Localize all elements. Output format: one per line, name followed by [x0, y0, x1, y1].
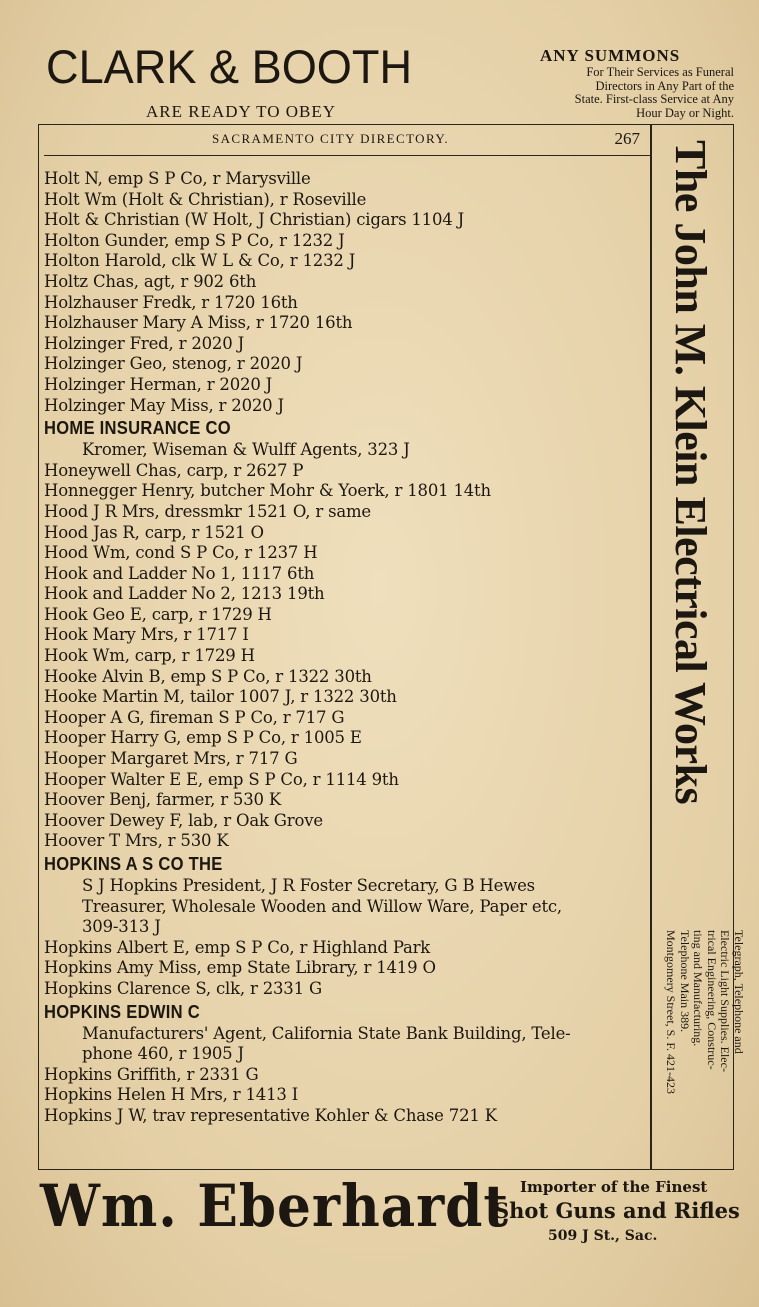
- ad-klein-details: [664, 930, 745, 1094]
- directory-entry: Hoover Benj, farmer, r 530 K: [44, 790, 282, 810]
- directory-entry-continuation: phone 460, r 1905 J: [82, 1044, 244, 1064]
- ad-summons-title: ANY SUMMONS: [540, 46, 681, 65]
- directory-entry: Hooke Alvin B, emp S P Co, r 1322 30th: [44, 666, 372, 686]
- directory-entry: Holton Harold, clk W L & Co, r 1232 J: [44, 251, 356, 271]
- top-advertisement: [0, 0, 759, 124]
- directory-entry-continuation: Manufacturers' Agent, California State Bank Building, Tele-: [82, 1023, 571, 1043]
- directory-entry: Hooper Walter E E, emp S P Co, r 1114 9th: [44, 769, 399, 789]
- directory-heading: HOME INSURANCE CO: [44, 418, 231, 439]
- directory-entry: Hood Wm, cond S P Co, r 1237 H: [44, 543, 318, 563]
- directory-entry: Hook and Ladder No 1, 1117 6th: [44, 563, 315, 583]
- ad-eberhardt-address: 509 J St., Sac.: [548, 1228, 658, 1244]
- directory-entry-continuation: S J Hopkins President, J R Foster Secretary, G B Hewes: [82, 876, 535, 895]
- directory-entry: Holton Gunder, emp S P Co, r 1232 J: [44, 230, 345, 250]
- directory-entry: Hook Geo E, carp, r 1729 H: [44, 604, 272, 624]
- ad-summons-body: [498, 66, 734, 120]
- directory-entry: Holt N, emp S P Co, r Marysville: [44, 169, 311, 188]
- directory-entry: Holzinger Geo, stenog, r 2020 J: [44, 354, 303, 374]
- directory-entry: Hooper Margaret Mrs, r 717 G: [44, 749, 298, 769]
- ad-summons-line: Directors in Any Part of the: [595, 78, 734, 93]
- directory-entry: Hopkins Helen H Mrs, r 1413 I: [44, 1085, 299, 1105]
- ad-summons-line: Hour Day or Night.: [636, 105, 734, 120]
- ad-eberhardt-line2: Shot Guns and Rifles: [494, 1198, 740, 1223]
- ad-eberhardt-name: Wm. Eberhardt: [40, 1172, 509, 1240]
- directory-entry-continuation: Kromer, Wiseman & Wulff Agents, 323 J: [82, 440, 410, 460]
- directory-entry: Holzinger Fred, r 2020 J: [44, 333, 244, 353]
- directory-entry: Hood Jas R, carp, r 1521 O: [44, 522, 264, 542]
- directory-entry: Hopkins Amy Miss, emp State Library, r 1419 O: [44, 958, 436, 978]
- ad-klein-line: trical Engineering, Construc-: [705, 930, 719, 1070]
- ad-klein-line: Telegraph, Telephone and: [732, 930, 746, 1054]
- directory-entry-continuation: Treasurer, Wholesale Wooden and Willow Ware, Paper etc,: [82, 896, 562, 916]
- directory-entry: Holt & Christian (W Holt, J Christian) cigars 1104 J: [44, 210, 465, 230]
- side-advertisement: [660, 140, 720, 920]
- ad-summons-line: For Their Services as Funeral: [586, 65, 734, 79]
- directory-entry: Holtz Chas, agt, r 902 6th: [44, 271, 257, 291]
- ad-clark-booth-tagline: ARE READY TO OBEY: [146, 102, 336, 121]
- directory-entries: [44, 169, 648, 1127]
- directory-entry: Hood J R Mrs, dressmkr 1521 O, r same: [44, 501, 371, 521]
- directory-entry: Hooper A G, fireman S P Co, r 717 G: [44, 707, 345, 727]
- directory-entry: Hooke Martin M, tailor 1007 J, r 1322 30th: [44, 687, 397, 707]
- running-header: [44, 131, 644, 153]
- directory-entry: Hopkins Albert E, emp S P Co, r Highland Park: [44, 937, 431, 957]
- page-number: 267: [614, 129, 640, 148]
- directory-entry: Hopkins Griffith, r 2331 G: [44, 1064, 259, 1084]
- ad-eberhardt-line1: Importer of the Finest: [520, 1178, 708, 1196]
- directory-entry: Hooper Harry G, emp S P Co, r 1005 E: [44, 728, 362, 748]
- header-rule: [44, 155, 650, 156]
- column-divider: [650, 124, 652, 1169]
- directory-entry: Holzinger Herman, r 2020 J: [44, 374, 273, 394]
- ad-klein-name: The John M. Klein Electrical Works: [666, 140, 715, 805]
- directory-entry: Hook Wm, carp, r 1729 H: [44, 646, 255, 666]
- directory-entry: Hook and Ladder No 2, 1213 19th: [44, 584, 325, 604]
- directory-entry: Holzhauser Mary A Miss, r 1720 16th: [44, 313, 353, 333]
- directory-entry: Holzinger May Miss, r 2020 J: [44, 395, 284, 415]
- directory-entry: Hopkins Clarence S, clk, r 2331 G: [44, 978, 322, 998]
- directory-entry: Holt Wm (Holt & Christian), r Roseville: [44, 189, 367, 209]
- directory-entry: Honeywell Chas, carp, r 2627 P: [44, 460, 304, 480]
- directory-entry: Hopkins J W, trav representative Kohler & Chase 721 K: [44, 1105, 497, 1125]
- directory-entry: Hook Mary Mrs, r 1717 I: [44, 625, 249, 645]
- ad-klein-line: ting and Manufacturing.: [691, 930, 706, 1047]
- directory-title: SACRAMENTO CITY DIRECTORY.: [212, 131, 450, 146]
- directory-heading: HOPKINS A S CO THE: [44, 854, 223, 874]
- ad-clark-booth-name: CLARK & BOOTH: [46, 40, 413, 93]
- ad-klein-line: Montgomery Street, S. F. 421-423: [664, 930, 679, 1095]
- directory-heading: HOPKINS EDWIN C: [44, 1001, 200, 1022]
- directory-entry: Honnegger Henry, butcher Mohr & Yoerk, r 1801 14th: [44, 481, 491, 501]
- directory-entry: Hoover Dewey F, lab, r Oak Grove: [44, 810, 323, 830]
- ad-klein-line: Electric Light Supplies. Elec-: [718, 930, 733, 1072]
- directory-entry: Hoover T Mrs, r 530 K: [44, 831, 229, 851]
- directory-entry-continuation: 309-313 J: [82, 917, 161, 937]
- directory-entry: Holzhauser Fredk, r 1720 16th: [44, 292, 298, 312]
- ad-summons-line: State. First-class Service at Any: [574, 92, 734, 106]
- ad-klein-line: Telephone Main 389.: [678, 930, 692, 1033]
